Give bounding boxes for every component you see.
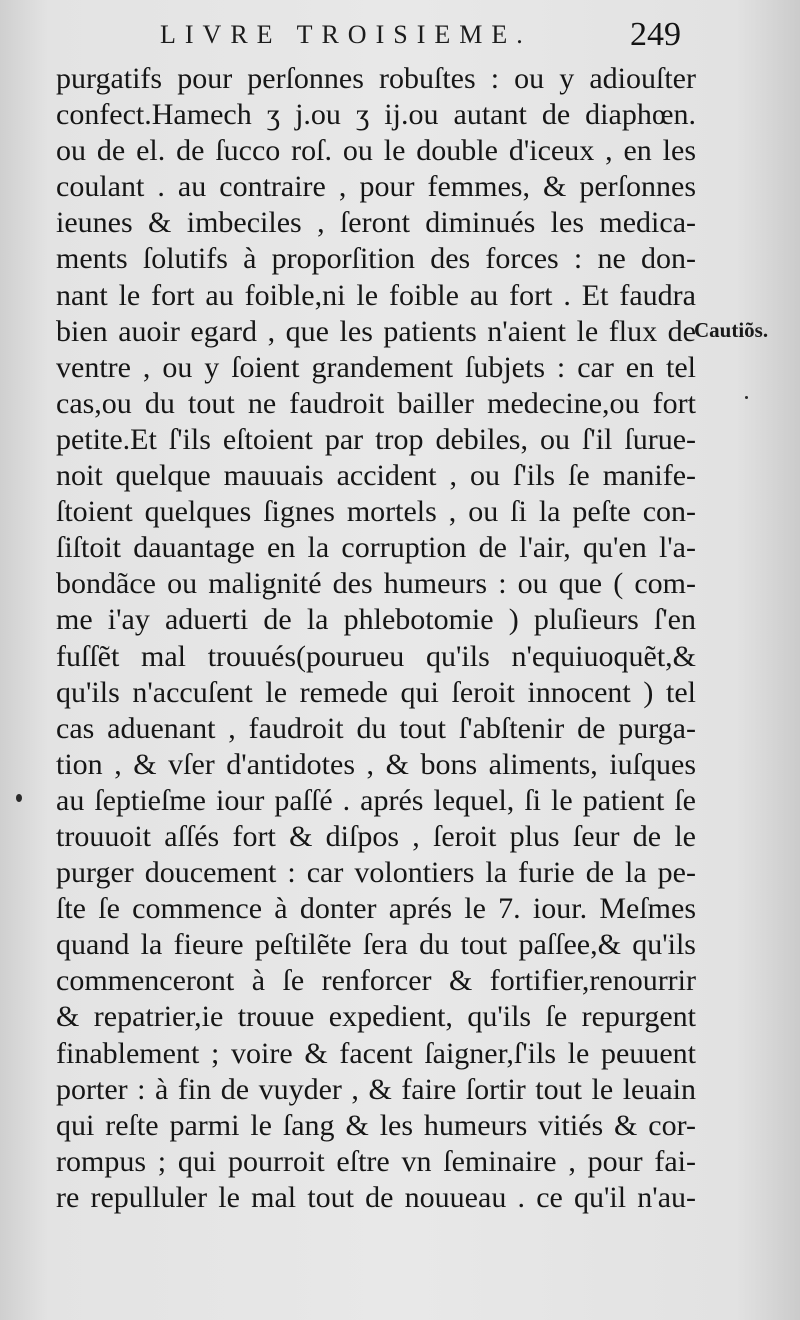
text-line: cas,ou du tout ne faudroit bailler medecine,ou fort <box>56 386 696 420</box>
page-number: 249 <box>630 16 681 53</box>
text-line: rompus ; qui pourroit eſtre vn ſeminaire , pour fai- <box>56 1144 696 1178</box>
text-line: trouuoit aſſés fort & diſpos , ſeroit plus ſeur de le <box>56 819 696 853</box>
text-line: me i'ay aduerti de la phlebotomie ) pluſieurs ſ'en <box>56 603 696 637</box>
text-line: re repulluler le mal tout de nouueau . ce qu'il n'au- <box>56 1180 696 1214</box>
text-line: quand la fieure peſtilẽte ſera du tout paſſee,& qu'ils <box>56 928 696 962</box>
body-text <box>56 61 696 1216</box>
text-line: ments ſolutifs à proporſition des forces : ne don- <box>56 242 696 276</box>
text-line: porter : à fin de vuyder , & faire ſortir tout le leuain <box>56 1072 696 1106</box>
text-line: bondãce ou malignité des humeurs : ou que ( com- <box>56 567 696 601</box>
ink-speck <box>16 794 22 802</box>
text-line: coulant . au contraire , pour femmes, & perſonnes <box>56 170 696 204</box>
text-line: confect.Hamech ʒ j.ou ʒ ij.ou autant de diaphœn. <box>56 98 696 132</box>
text-line: ſte ſe commence à donter aprés le 7. iour. Meſmes <box>56 892 696 926</box>
text-line: & repatrier,ie trouue expedient, qu'ils ſe repurgent <box>56 1000 696 1034</box>
text-line: finablement ; voire & facent ſaigner,ſ'ils le peuuent <box>56 1036 696 1070</box>
page-header <box>0 18 800 58</box>
text-line: au ſeptieſme iour paſſé . aprés lequel, ſi le patient ſe <box>56 783 696 817</box>
ink-speck <box>745 396 748 399</box>
text-line: petite.Et ſ'ils eſtoient par trop debiles, ou ſ'il ſurue- <box>56 422 696 456</box>
text-line: commenceront à ſe renforcer & fortifier,renourrir <box>56 964 696 998</box>
text-line: ou de el. de ſucco roſ. ou le double d'iceux , en les <box>56 134 696 168</box>
text-line: ieunes & imbeciles , ſeront diminués les medica- <box>56 206 696 240</box>
text-line: ſtoient quelques ſignes mortels , ou ſi la peſte con- <box>56 495 696 529</box>
text-line: noit quelque mauuais accident , ou ſ'ils ſe manife- <box>56 459 696 493</box>
text-line: cas aduenant , faudroit du tout ſ'abſtenir de purga- <box>56 711 696 745</box>
margin-note: Cautiõs. <box>694 318 769 342</box>
text-line: purger doucement : car volontiers la furie de la pe- <box>56 856 696 890</box>
text-line: nant le fort au foible,ni le foible au fort . Et faudra <box>56 278 696 312</box>
text-line: fuſſẽt mal trouués(pourueu qu'ils n'equiuoquẽt,& <box>56 639 696 673</box>
text-line: ſiſtoit dauantage en la corruption de l'air, qu'en l'a- <box>56 531 696 565</box>
running-title: LIVRE TROISIEME. <box>160 20 532 49</box>
text-line: bien auoir egard , que les patients n'aient le flux de <box>56 314 696 348</box>
text-line: qui reſte parmi le ſang & les humeurs vitiés & cor- <box>56 1108 696 1142</box>
text-line: ventre , ou y ſoient grandement ſubjets : car en tel <box>56 350 696 384</box>
text-line: purgatifs pour perſonnes robuſtes : ou y adiouſter <box>56 62 696 95</box>
text-line: qu'ils n'accuſent le remede qui ſeroit innocent ) tel <box>56 675 696 709</box>
text-line: tion , & vſer d'antidotes , & bons aliments, iuſques <box>56 747 696 781</box>
